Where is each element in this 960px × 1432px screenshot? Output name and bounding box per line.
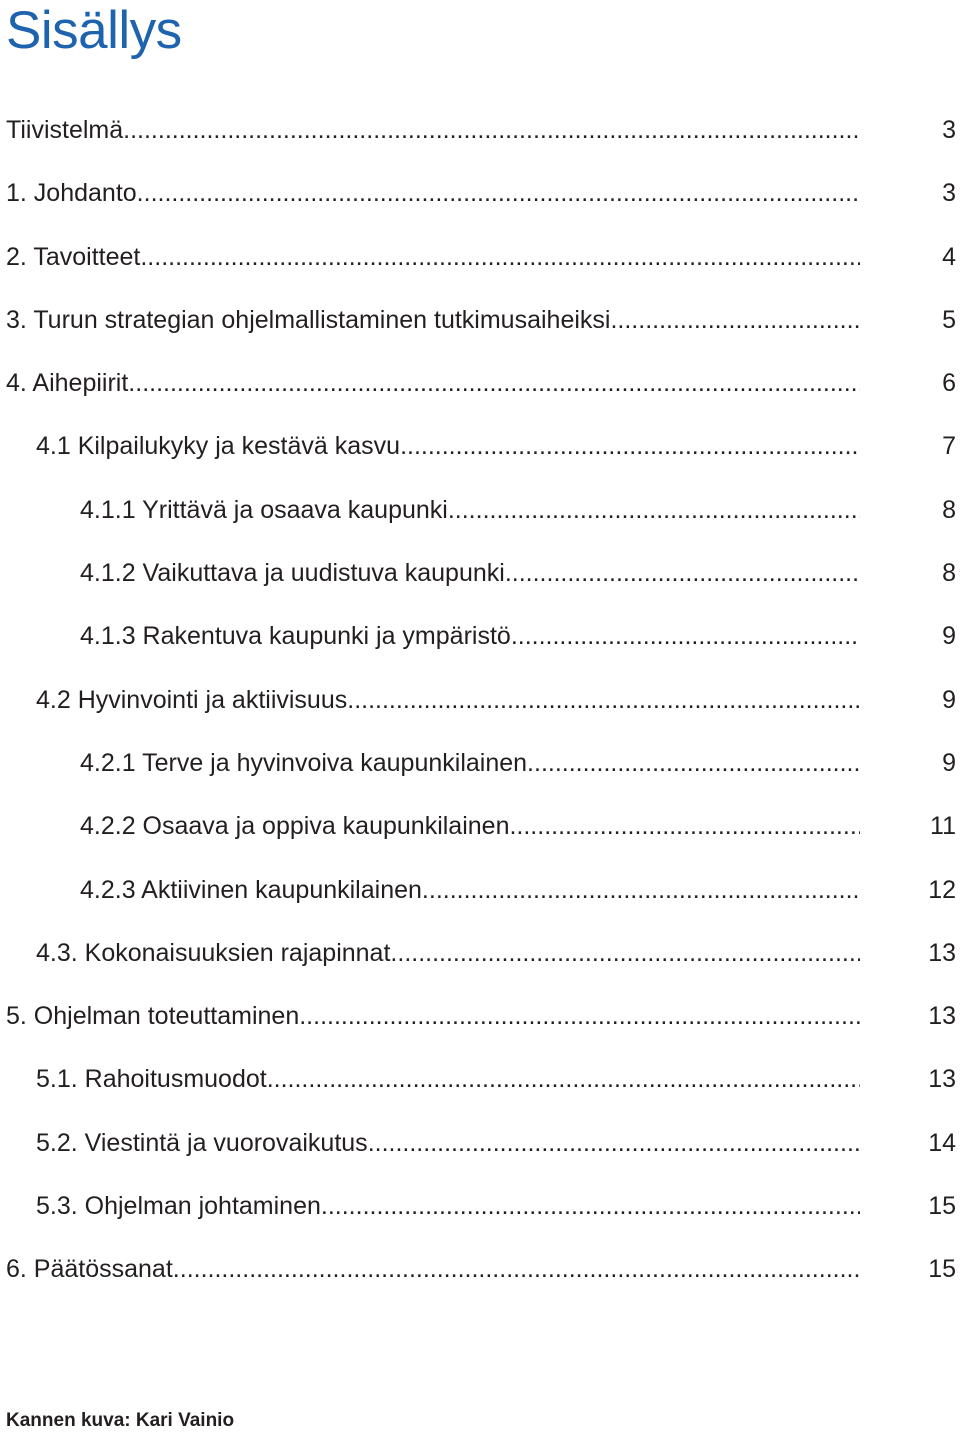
toc-entry[interactable] bbox=[6, 226, 956, 289]
entry-page-number: 14 bbox=[928, 1128, 956, 1157]
toc-entry[interactable] bbox=[6, 669, 956, 732]
entry-title: 4.1 Kilpailukyky ja kestävä kasvu bbox=[36, 432, 401, 461]
entry-title: 5.2. Viestintä ja vuorovaikutus bbox=[36, 1128, 368, 1157]
entry-title: 4.1.3 Rakentuva kaupunki ja ympäristö bbox=[80, 622, 511, 651]
dot-leader bbox=[267, 1048, 860, 1111]
toc-entry[interactable] bbox=[6, 859, 956, 922]
dot-leader bbox=[390, 922, 860, 985]
toc-entry[interactable] bbox=[6, 99, 956, 162]
toc-entry[interactable] bbox=[6, 289, 956, 352]
toc-entry[interactable] bbox=[6, 732, 956, 795]
dot-leader bbox=[368, 1112, 860, 1175]
toc-entry[interactable] bbox=[6, 1175, 956, 1238]
dot-leader bbox=[511, 605, 860, 668]
entry-title: 4.3. Kokonaisuuksien rajapinnat bbox=[36, 938, 391, 967]
entry-title: 4.1.2 Vaikuttava ja uudistuva kaupunki bbox=[80, 559, 505, 588]
toc-entry[interactable] bbox=[6, 1112, 956, 1175]
entry-page-number: 13 bbox=[928, 1065, 956, 1094]
dot-leader bbox=[128, 352, 860, 415]
dot-leader bbox=[400, 415, 860, 478]
entry-page-number: 13 bbox=[928, 1002, 956, 1031]
entry-title: 1. Johdanto bbox=[6, 179, 137, 208]
entry-title: 4.1.1 Yrittävä ja osaava kaupunki bbox=[80, 495, 448, 524]
entry-title: 2. Tavoitteet bbox=[6, 242, 141, 271]
entry-title: 4.2.3 Aktiivinen kaupunkilainen bbox=[80, 875, 422, 904]
entry-page-number: 9 bbox=[942, 622, 956, 651]
dot-leader bbox=[321, 1175, 860, 1238]
dot-leader bbox=[137, 162, 860, 225]
toc-entry[interactable] bbox=[6, 795, 956, 858]
entry-title: 6. Päätössanat bbox=[6, 1255, 173, 1284]
dot-leader bbox=[610, 289, 860, 352]
entry-title: 5.1. Rahoitusmuodot bbox=[36, 1065, 267, 1094]
toc-entry[interactable] bbox=[6, 605, 956, 668]
entry-page-number: 9 bbox=[942, 685, 956, 714]
toc-entry[interactable] bbox=[6, 922, 956, 985]
entry-title: 4.2 Hyvinvointi ja aktiivisuus bbox=[36, 685, 348, 714]
entry-title: 5.3. Ohjelman johtaminen bbox=[36, 1192, 321, 1221]
entry-page-number: 4 bbox=[942, 242, 956, 271]
dot-leader bbox=[173, 1238, 860, 1301]
toc-entry[interactable] bbox=[6, 542, 956, 605]
toc-entry[interactable] bbox=[6, 479, 956, 542]
entry-page-number: 13 bbox=[928, 938, 956, 967]
dot-leader bbox=[140, 226, 860, 289]
dot-leader bbox=[448, 479, 860, 542]
toc-entry[interactable] bbox=[6, 985, 956, 1048]
entry-page-number: 7 bbox=[942, 432, 956, 461]
entry-page-number: 3 bbox=[942, 116, 956, 144]
table-of-contents bbox=[6, 99, 956, 1302]
page-title: Sisällys bbox=[6, 1, 182, 60]
cover-photo-credit: Kannen kuva: Kari Vainio bbox=[6, 1410, 235, 1431]
dot-leader bbox=[527, 732, 860, 795]
entry-page-number: 3 bbox=[942, 179, 956, 208]
entry-page-number: 12 bbox=[928, 875, 956, 904]
entry-page-number: 15 bbox=[928, 1255, 956, 1284]
dot-leader bbox=[123, 99, 860, 162]
toc-entry[interactable] bbox=[6, 162, 956, 225]
dot-leader bbox=[505, 542, 860, 605]
toc-entry[interactable] bbox=[6, 1238, 956, 1301]
entry-page-number: 6 bbox=[942, 369, 956, 398]
dot-leader bbox=[422, 859, 860, 922]
entry-title: 4.2.1 Terve ja hyvinvoiva kaupunkilainen bbox=[80, 748, 528, 777]
entry-page-number: 15 bbox=[928, 1192, 956, 1221]
toc-entry[interactable] bbox=[6, 415, 956, 478]
dot-leader bbox=[509, 795, 860, 858]
toc-entry[interactable] bbox=[6, 1048, 956, 1111]
entry-title: 4.2.2 Osaava ja oppiva kaupunkilainen bbox=[80, 812, 510, 841]
entry-page-number: 11 bbox=[930, 812, 956, 841]
entry-page-number: 9 bbox=[942, 748, 956, 777]
entry-page-number: 8 bbox=[942, 495, 956, 524]
entry-page-number: 8 bbox=[942, 559, 956, 588]
entry-title: Tiivistelmä bbox=[6, 116, 124, 144]
toc-entry[interactable] bbox=[6, 352, 956, 415]
entry-title: 3. Turun strategian ohjelmallistaminen tutkimusaiheiksi bbox=[6, 305, 611, 334]
entry-title: 5. Ohjelman toteuttaminen bbox=[6, 1002, 300, 1031]
dot-leader bbox=[299, 985, 860, 1048]
dot-leader bbox=[347, 669, 860, 732]
entry-page-number: 5 bbox=[942, 305, 956, 334]
entry-title: 4. Aihepiirit bbox=[6, 369, 129, 398]
